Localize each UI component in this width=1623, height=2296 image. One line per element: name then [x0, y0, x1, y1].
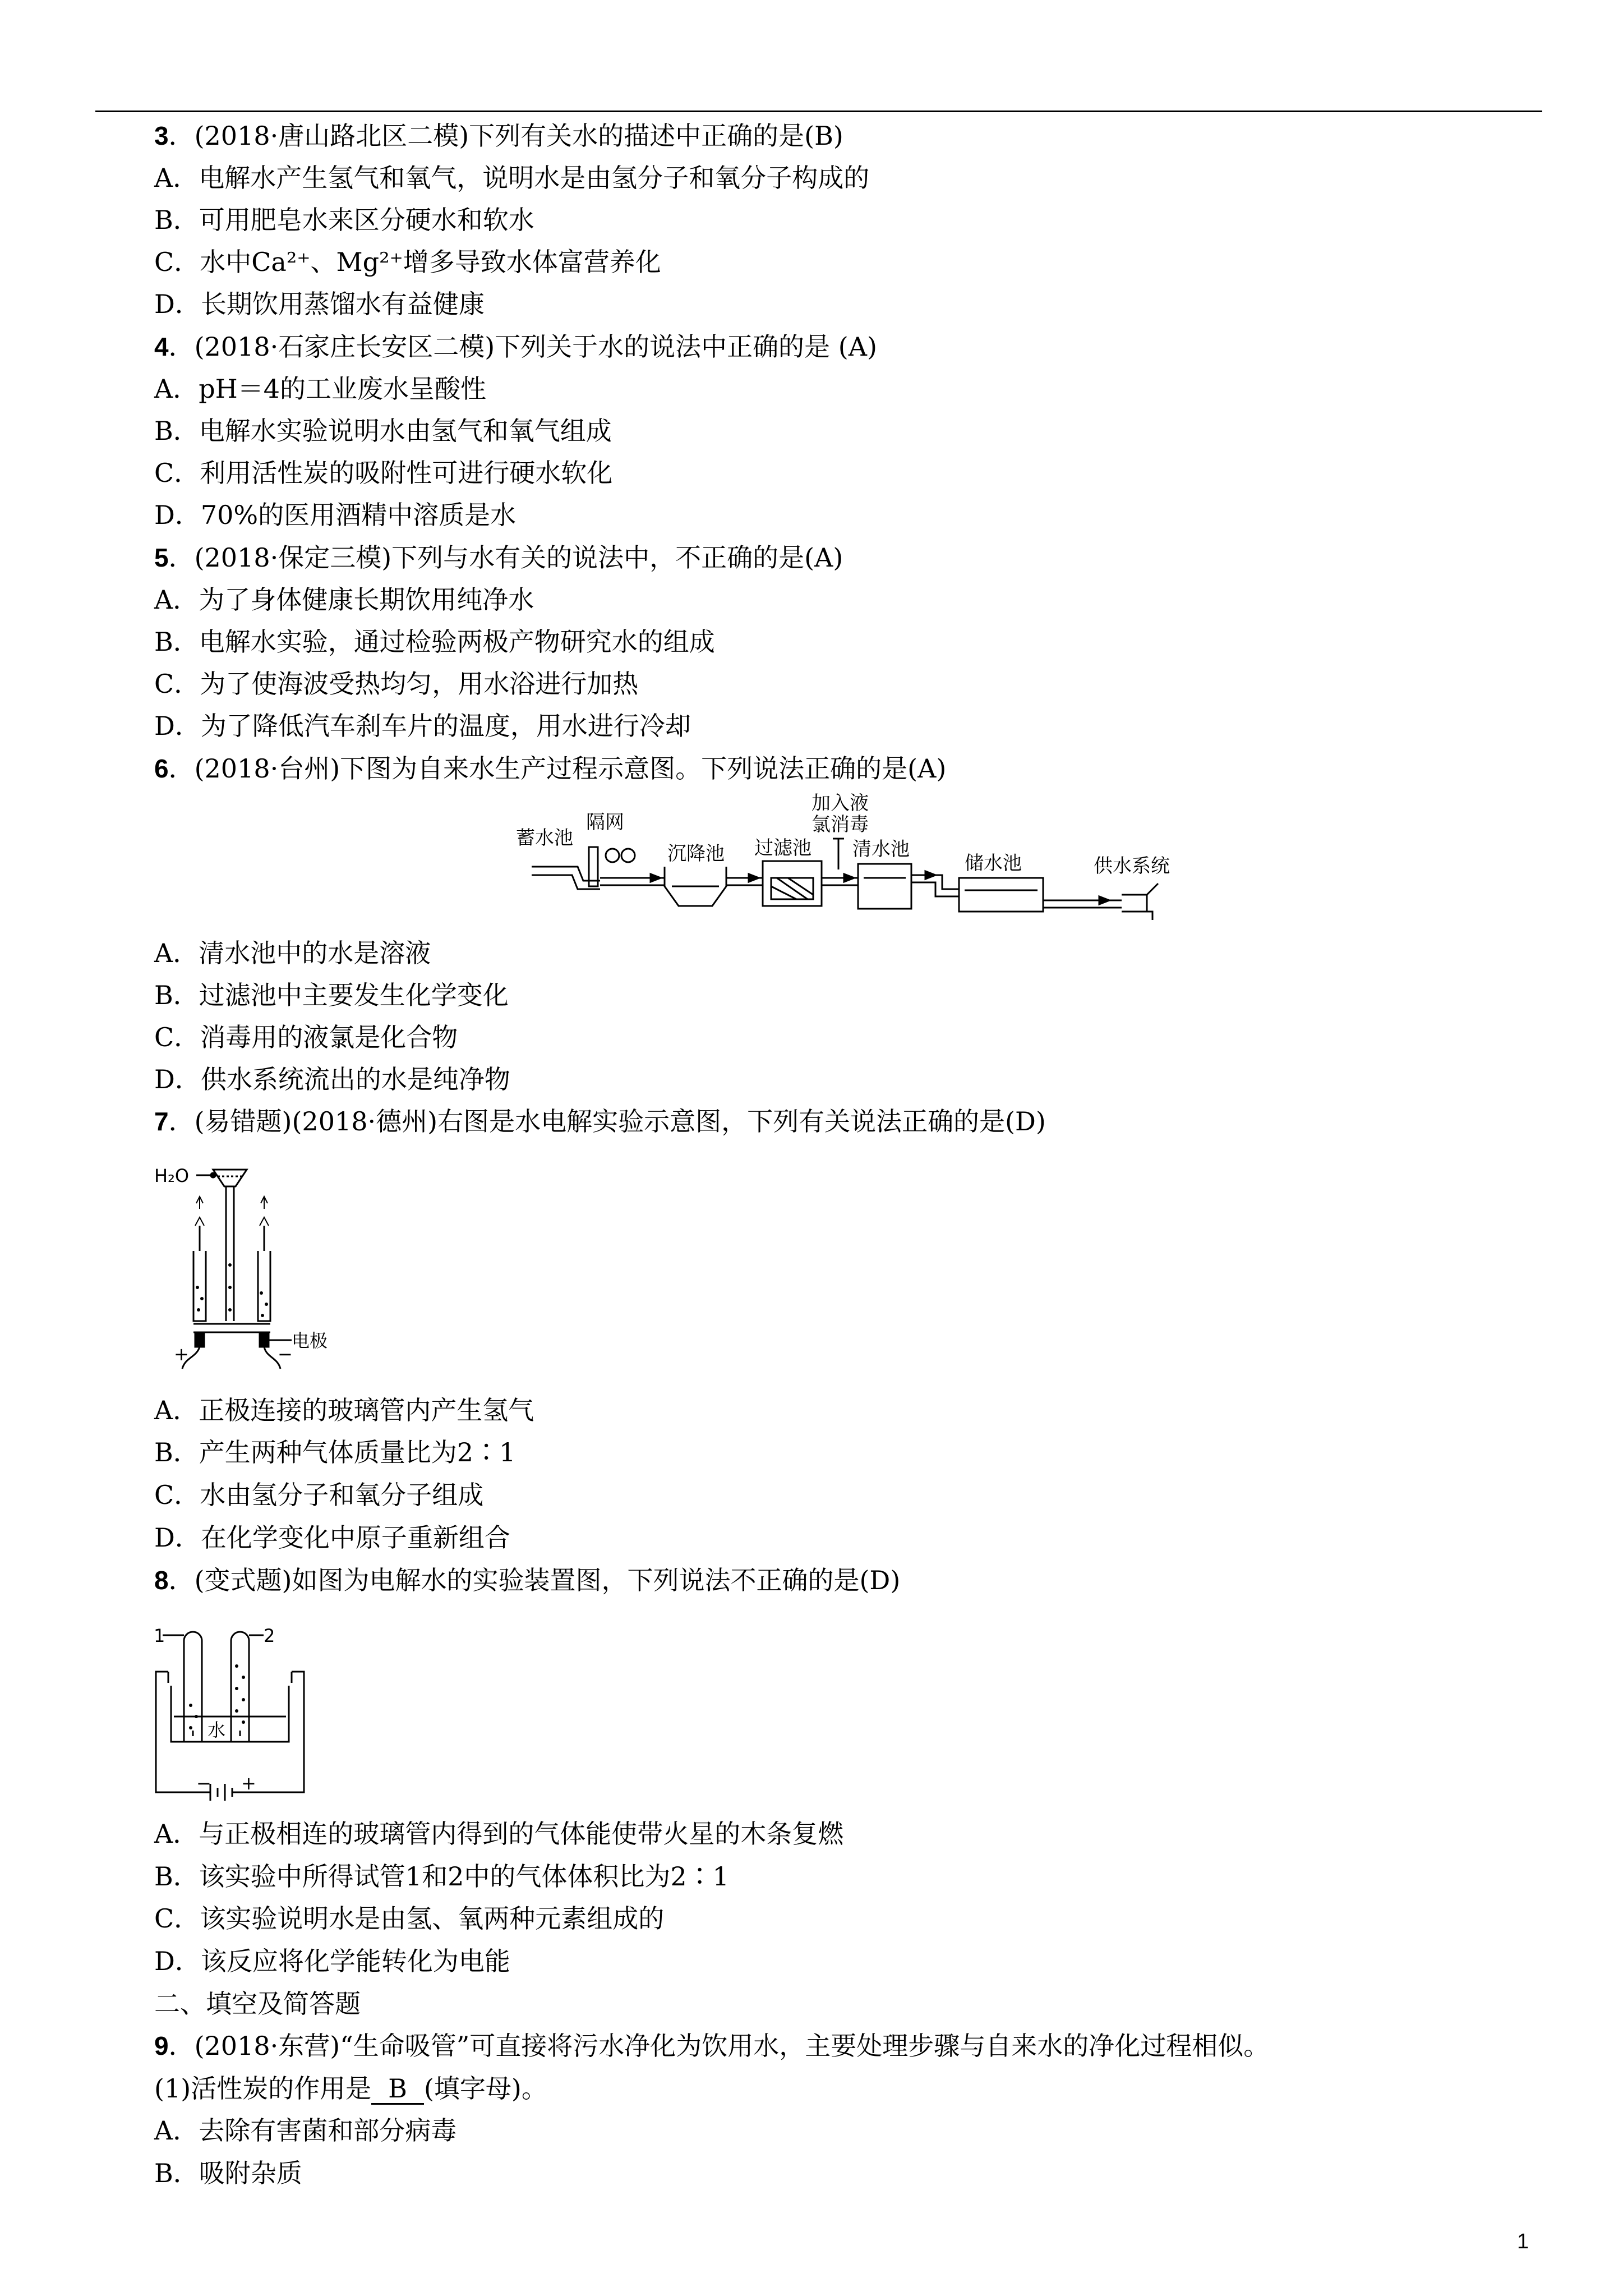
question-5-option-c: C．为了使海波受热均匀，用水浴进行加热	[154, 669, 639, 699]
question-3-option-c: C．水中Ca²⁺、Mg²⁺增多导致水体富营养化	[154, 247, 661, 277]
sub-question-suffix: (填字母)。	[423, 2073, 547, 2104]
header-rule	[95, 111, 1542, 112]
question-text: ．(变式题)如图为电解水的实验装置图，下列说法不正确的是(D)	[168, 1565, 901, 1595]
label-chlorine-line-2: 氯消毒	[811, 813, 869, 836]
question-9-option-a: A．去除有害菌和部分病毒	[154, 2115, 457, 2146]
label-supply-system: 供水系统	[1094, 855, 1170, 877]
sub-question-text: (1)活性炭的作用是	[154, 2073, 372, 2104]
label-chlorine-line-1: 加入液	[811, 792, 869, 815]
question-number: 5	[154, 543, 169, 572]
question-text: ．(2018·保定三模)下列与水有关的说法中，不正确的是(A)	[168, 542, 843, 573]
question-text: ．(2018·石家庄长安区二模)下列关于水的说法中正确的是 (A)	[168, 332, 877, 362]
label-reservoir: 蓄水池	[516, 827, 573, 849]
question-number: 4	[154, 332, 169, 361]
question-3-option-b: B．可用肥皂水来区分硬水和软水	[154, 205, 534, 235]
label-negative: −	[196, 1773, 211, 1794]
electrolysis-apparatus-figure	[151, 1153, 353, 1377]
question-4-option-d: D．70%的医用酒精中溶质是水	[154, 500, 517, 530]
question-text: ．(2018·台州)下图为自来水生产过程示意图。下列说法正确的是(A)	[168, 753, 947, 784]
label-storage-tank: 储水池	[965, 852, 1022, 875]
question-8-option-a: A．与正极相连的玻璃管内得到的气体能使带火星的木条复燃	[154, 1819, 844, 1849]
question-7-option-b: B．产生两种气体质量比为2∶1	[154, 1437, 516, 1467]
label-tube-1: 1	[154, 1625, 165, 1646]
question-7-stem	[154, 1104, 1046, 1139]
question-6-stem	[154, 751, 946, 786]
question-5-option-a: A．为了身体健康长期饮用纯净水	[154, 585, 534, 615]
label-clear-water-tank: 清水池	[852, 838, 910, 861]
label-screen: 隔网	[586, 811, 624, 834]
question-9-sub-1	[154, 2071, 547, 2106]
question-3-option-a: A．电解水产生氢气和氧气，说明水是由氢分子和氧分子构成的	[154, 163, 870, 193]
question-4-option-a: A．pH＝4的工业废水呈酸性	[154, 374, 487, 404]
label-water: 水	[208, 1719, 226, 1741]
label-tube-2: 2	[264, 1625, 275, 1646]
question-5-stem	[154, 540, 843, 575]
label-positive: +	[241, 1773, 256, 1794]
section-title: 二、填空及简答题	[154, 1989, 361, 2019]
question-number: 7	[154, 1107, 169, 1136]
label-positive: +	[174, 1343, 189, 1365]
question-5-option-d: D．为了降低汽车刹车片的温度，用水进行冷却	[154, 711, 691, 741]
label-filter-tank: 过滤池	[754, 837, 811, 859]
question-7-option-c: C．水由氢分子和氧分子组成	[154, 1480, 484, 1510]
question-text: ．(2018·唐山路北区二模)下列有关水的描述中正确的是(B)	[168, 121, 843, 151]
label-settling-tank: 沉降池	[667, 843, 725, 865]
water-treatment-diagram	[516, 794, 1189, 928]
question-9-stem	[154, 2028, 1269, 2063]
question-7-option-d: D．在化学变化中原子重新组合	[154, 1522, 510, 1553]
question-5-option-b: B．电解水实验，通过检验两极产物研究水的组成	[154, 627, 715, 657]
question-text: ．(2018·东营)“生命吸管”可直接将污水净化为饮用水，主要处理步骤与自来水的净化过程相似。	[168, 2031, 1270, 2061]
electrolysis-device-figure	[151, 1621, 320, 1801]
question-8-option-d: D．该反应将化学能转化为电能	[154, 1946, 510, 1976]
question-6-option-a: A．清水池中的水是溶液	[154, 938, 431, 968]
question-7-option-a: A．正极连接的玻璃管内产生氢气	[154, 1395, 534, 1425]
question-4-stem	[154, 329, 877, 364]
question-6-option-b: B．过滤池中主要发生化学变化	[154, 980, 509, 1010]
question-text: ．(易错题)(2018·德州)右图是水电解实验示意图，下列有关说法正确的是(D)	[168, 1106, 1046, 1137]
question-8-stem	[154, 1563, 900, 1598]
label-electrode: 电极	[292, 1330, 328, 1351]
label-negative: −	[278, 1343, 293, 1365]
question-3-stem	[154, 118, 843, 153]
question-6-option-c: C．消毒用的液氯是化合物	[154, 1022, 458, 1052]
question-number: 6	[154, 754, 169, 783]
question-8-option-b: B．该实验中所得试管1和2中的气体体积比为2∶1	[154, 1861, 729, 1892]
answer-blank: B	[371, 2074, 424, 2105]
label-h2o: H₂O	[154, 1165, 190, 1186]
question-4-option-b: B．电解水实验说明水由氢气和氧气组成	[154, 416, 612, 446]
question-number: 8	[154, 1566, 169, 1595]
question-3-option-d: D．长期饮用蒸馏水有益健康	[154, 289, 485, 319]
question-number: 9	[154, 2031, 169, 2060]
question-4-option-c: C．利用活性炭的吸附性可进行硬水软化	[154, 458, 613, 488]
question-9-option-b: B．吸附杂质	[154, 2158, 302, 2188]
page-number: 1	[1517, 2230, 1529, 2253]
question-6-option-d: D．供水系统流出的水是纯净物	[154, 1064, 510, 1094]
question-8-option-c: C．该实验说明水是由氢、氧两种元素组成的	[154, 1903, 665, 1934]
question-number: 3	[154, 121, 169, 150]
